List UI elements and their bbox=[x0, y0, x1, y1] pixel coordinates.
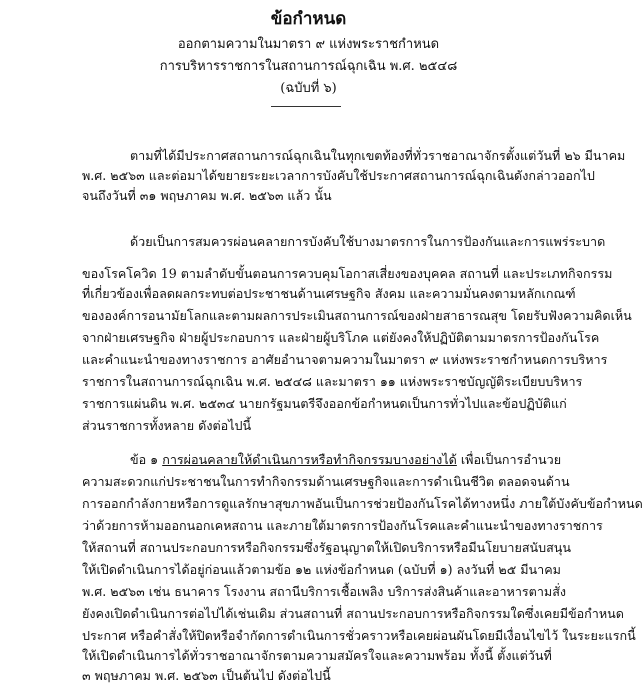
paragraph-1-line-2: พ.ศ. ๒๕๖๓ และต่อมาได้ขยายระยะเวลาการบังคับใช้ประกาศสถานการณ์ฉุกเฉินดังกล่าวออกไป bbox=[82, 168, 595, 183]
document-title: ข้อกำหนด bbox=[270, 9, 347, 29]
paragraph-2-line-4: ขององค์การอนามัยโลกและตามผลการประเมินสถานการณ์ของฝ่ายสาธารณสุข โดยรับฟังความคิดเห็น bbox=[82, 308, 632, 323]
clause-1-line-4: ว่าด้วยการห้ามออกนอกเคหสถาน และภายใต้มาตรการป้องกันโรคและคำแนะนำของทางราชการ bbox=[82, 518, 603, 533]
paragraph-2-line-8: ราชการแผ่นดิน พ.ศ. ๒๕๓๔ นายกรัฐมนตรีจึงออกข้อกำหนดเป็นการทั่วไปและข้อปฏิบัติแก่ bbox=[82, 396, 567, 411]
clause-1-line-9: ประกาศ หรือคำสั่งให้ปิดหรือจำกัดการดำเนินการชั่วคราวหรือเคยผ่อนผันโดยมีเงื่อนไขไว้ ในระยะแรกนี้ bbox=[82, 628, 636, 643]
clause-1-line-10: ให้เปิดดำเนินการได้ทั่วราชอาณาจักรตามความสมัครใจและความพร้อม ทั้งนี้ ตั้งแต่วันที่ bbox=[82, 648, 552, 663]
subtitle-line-2: การบริหารราชการในสถานการณ์ฉุกเฉิน พ.ศ. ๒๕๔๘ bbox=[159, 59, 458, 74]
clause-1-lead: เพื่อเป็นการอำนวย bbox=[456, 452, 562, 467]
paragraph-2-line-1: ด้วยเป็นการสมควรผ่อนคลายการบังคับใช้บางมาตรการในการป้องกันและการแพร่ระบาด bbox=[130, 234, 606, 249]
clause-1-line-2: ความสะดวกแก่ประชาชนในการทำกิจกรรมด้านเศรษฐกิจและการดำเนินชีวิต ตลอดจนด้าน bbox=[82, 474, 570, 489]
clause-1-line-11: ๓ พฤษภาคม พ.ศ. ๒๕๖๓ เป็นต้นไป ดังต่อไปนี้ bbox=[82, 668, 331, 683]
paragraph-1-line-1: ตามที่ได้มีประกาศสถานการณ์ฉุกเฉินในทุกเขตท้องที่ทั่วราชอาณาจักรตั้งแต่วันที่ ๒๖ มีนาคม bbox=[130, 148, 626, 163]
paragraph-2-line-9: ส่วนราชการทั้งหลาย ดังต่อไปนี้ bbox=[82, 418, 252, 433]
clause-1-line-6: ให้เปิดดำเนินการได้อยู่ก่อนแล้วตามข้อ ๑๒ แห่งข้อกำหนด (ฉบับที่ ๑) ลงวันที่ ๒๕ มีนาคม bbox=[82, 562, 561, 577]
clause-1-line-7: พ.ศ. ๒๕๖๓ เช่น ธนาคาร โรงงาน สถานีบริการเชื้อเพลิง บริการส่งสินค้าและอาหารตามสั่ง bbox=[82, 584, 567, 599]
clause-1-title: การผ่อนคลายให้ดำเนินการหรือทำกิจกรรมบางอย่างได้ bbox=[162, 452, 457, 467]
clause-1-line-5: ให้สถานที่ สถานประกอบการหรือกิจกรรมซึ่งรัฐอนุญาตให้เปิดบริการหรือมีนโยบายสนับสนุน bbox=[82, 540, 572, 555]
paragraph-2-line-3: ที่เกี่ยวข้องเพื่อลดผลกระทบต่อประชาชนด้านเศรษฐกิจ สังคม และความมั่นคงตามหลักเกณฑ์ bbox=[82, 286, 576, 301]
paragraph-2-line-2: ของโรคโควิด 19 ตามลำดับขั้นตอนการควบคุมโอกาสเสี่ยงของบุคคล สถานที่ และประเภทกิจกรรม bbox=[82, 266, 613, 281]
clause-1-line-3: การออกกำลังกายหรือการดูแลรักษาสุขภาพอันเป็นการช่วยป้องกันโรคได้ทางหนึ่ง ภายใต้บังคับข้อกำหนด bbox=[82, 496, 643, 511]
title-divider bbox=[271, 106, 341, 107]
paragraph-2-line-5: จากฝ่ายเศรษฐกิจ ฝ่ายผู้ประกอบการ และฝ่ายผู้บริโภค แต่ยังคงให้ปฏิบัติตามมาตรการป้องกันโรค bbox=[82, 330, 600, 345]
paragraph-2-line-6: และคำแนะนำของทางราชการ อาศัยอำนาจตามความในมาตรา ๙ แห่งพระราชกำหนดการบริหาร bbox=[82, 352, 608, 367]
clause-1-number: ข้อ ๑ bbox=[130, 452, 163, 467]
clause-1-line-8: ยังคงเปิดดำเนินการต่อไปได้เช่นเดิม ส่วนสถานที่ สถานประกอบการหรือกิจกรรมใดซึ่งเคยมีข้อกำหนด bbox=[82, 606, 624, 621]
clause-1-heading-line bbox=[130, 450, 562, 470]
subtitle-line-1: ออกตามความในมาตรา ๙ แห่งพระราชกำหนด bbox=[177, 37, 440, 52]
paragraph-1-line-3: จนถึงวันที่ ๓๑ พฤษภาคม พ.ศ. ๒๕๖๓ แล้ว นั้น bbox=[82, 188, 332, 203]
paragraph-2-line-7: ราชการในสถานการณ์ฉุกเฉิน พ.ศ. ๒๕๔๘ และมาตรา ๑๑ แห่งพระราชบัญญัติระเบียบบริหาร bbox=[82, 374, 583, 389]
subtitle-line-3: (ฉบับที่ ๖) bbox=[280, 81, 337, 96]
